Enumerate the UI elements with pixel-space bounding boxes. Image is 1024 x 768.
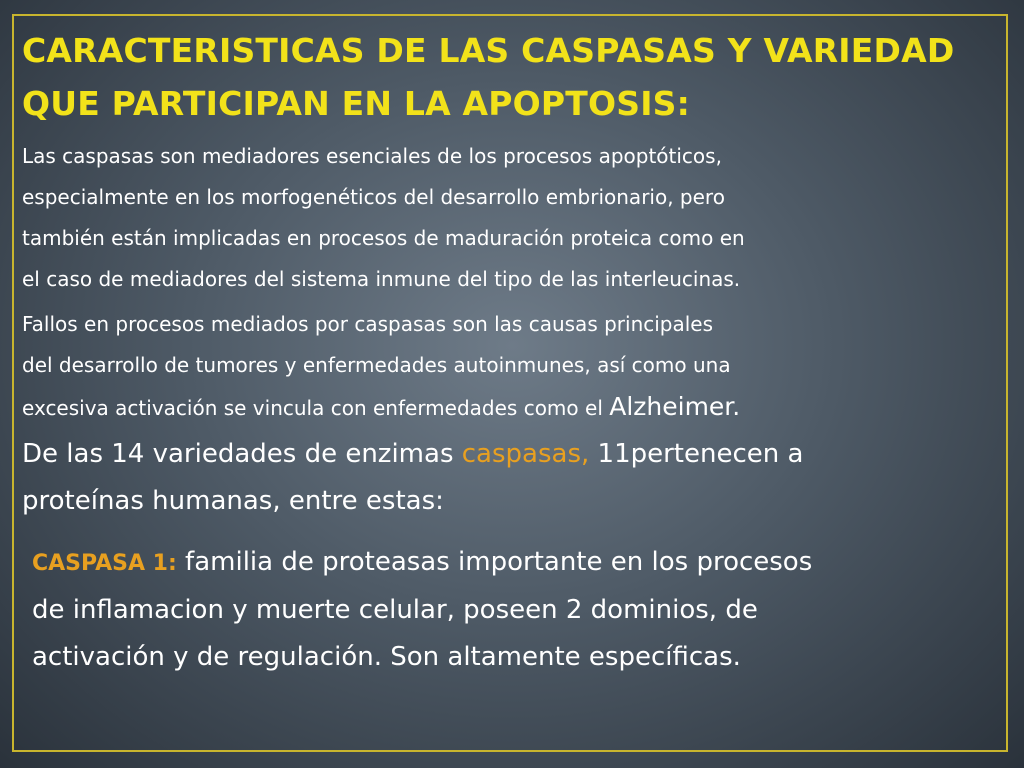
paragraph3-before: De las 14 variedades de enzimas — [22, 439, 462, 469]
title-line-2: QUE PARTICIPAN EN LA APOPTOSIS: — [22, 84, 691, 123]
caspasa-1-label: CASPASA 1: — [32, 551, 177, 576]
caspasas-highlight: caspasas, — [461, 439, 590, 469]
paragraph-varieties — [22, 431, 1002, 525]
paragraph2-line-2: del desarrollo de tumores y enfermedades autoinmunes, así como una — [22, 353, 731, 377]
paragraph1-line-1: Las caspasas son mediadores esenciales de los procesos apoptóticos, — [22, 144, 722, 168]
paragraph1-line-3: también están implicadas en procesos de maduración proteica como en — [22, 226, 745, 250]
paragraph3-after: 11pertenecen a — [589, 439, 804, 469]
paragraph-caspases-role — [22, 136, 1002, 300]
paragraph-caspasa-1 — [32, 539, 992, 681]
paragraph4-line-3: activación y de regulación. Son altamente específicas. — [32, 642, 741, 672]
paragraph2-line-1: Fallos en procesos mediados por caspasas son las causas principales — [22, 312, 714, 336]
paragraph1-line-4: el caso de mediadores del sistema inmune del tipo de las interleucinas. — [22, 267, 741, 291]
paragraph2-line-3: excesiva activación se vincula con enfermedades como el — [22, 396, 610, 420]
paragraph4-line-1: familia de proteasas importante en los procesos — [176, 547, 813, 577]
paragraph1-line-2: especialmente en los morfogenéticos del desarrollo embrionario, pero — [22, 185, 725, 209]
alzheimer-word: Alzheimer. — [609, 392, 741, 421]
title-line-1: CARACTERISTICAS DE LAS CASPASAS Y VARIEDAD — [22, 31, 955, 70]
paragraph4-line-2: de inflamacion y muerte celular, poseen 2 dominios, de — [32, 595, 758, 625]
slide-title — [22, 24, 1002, 130]
paragraph3-line-2: proteínas humanas, entre estas: — [22, 486, 444, 516]
paragraph-failures — [22, 304, 1002, 429]
slide-content — [22, 24, 1002, 681]
